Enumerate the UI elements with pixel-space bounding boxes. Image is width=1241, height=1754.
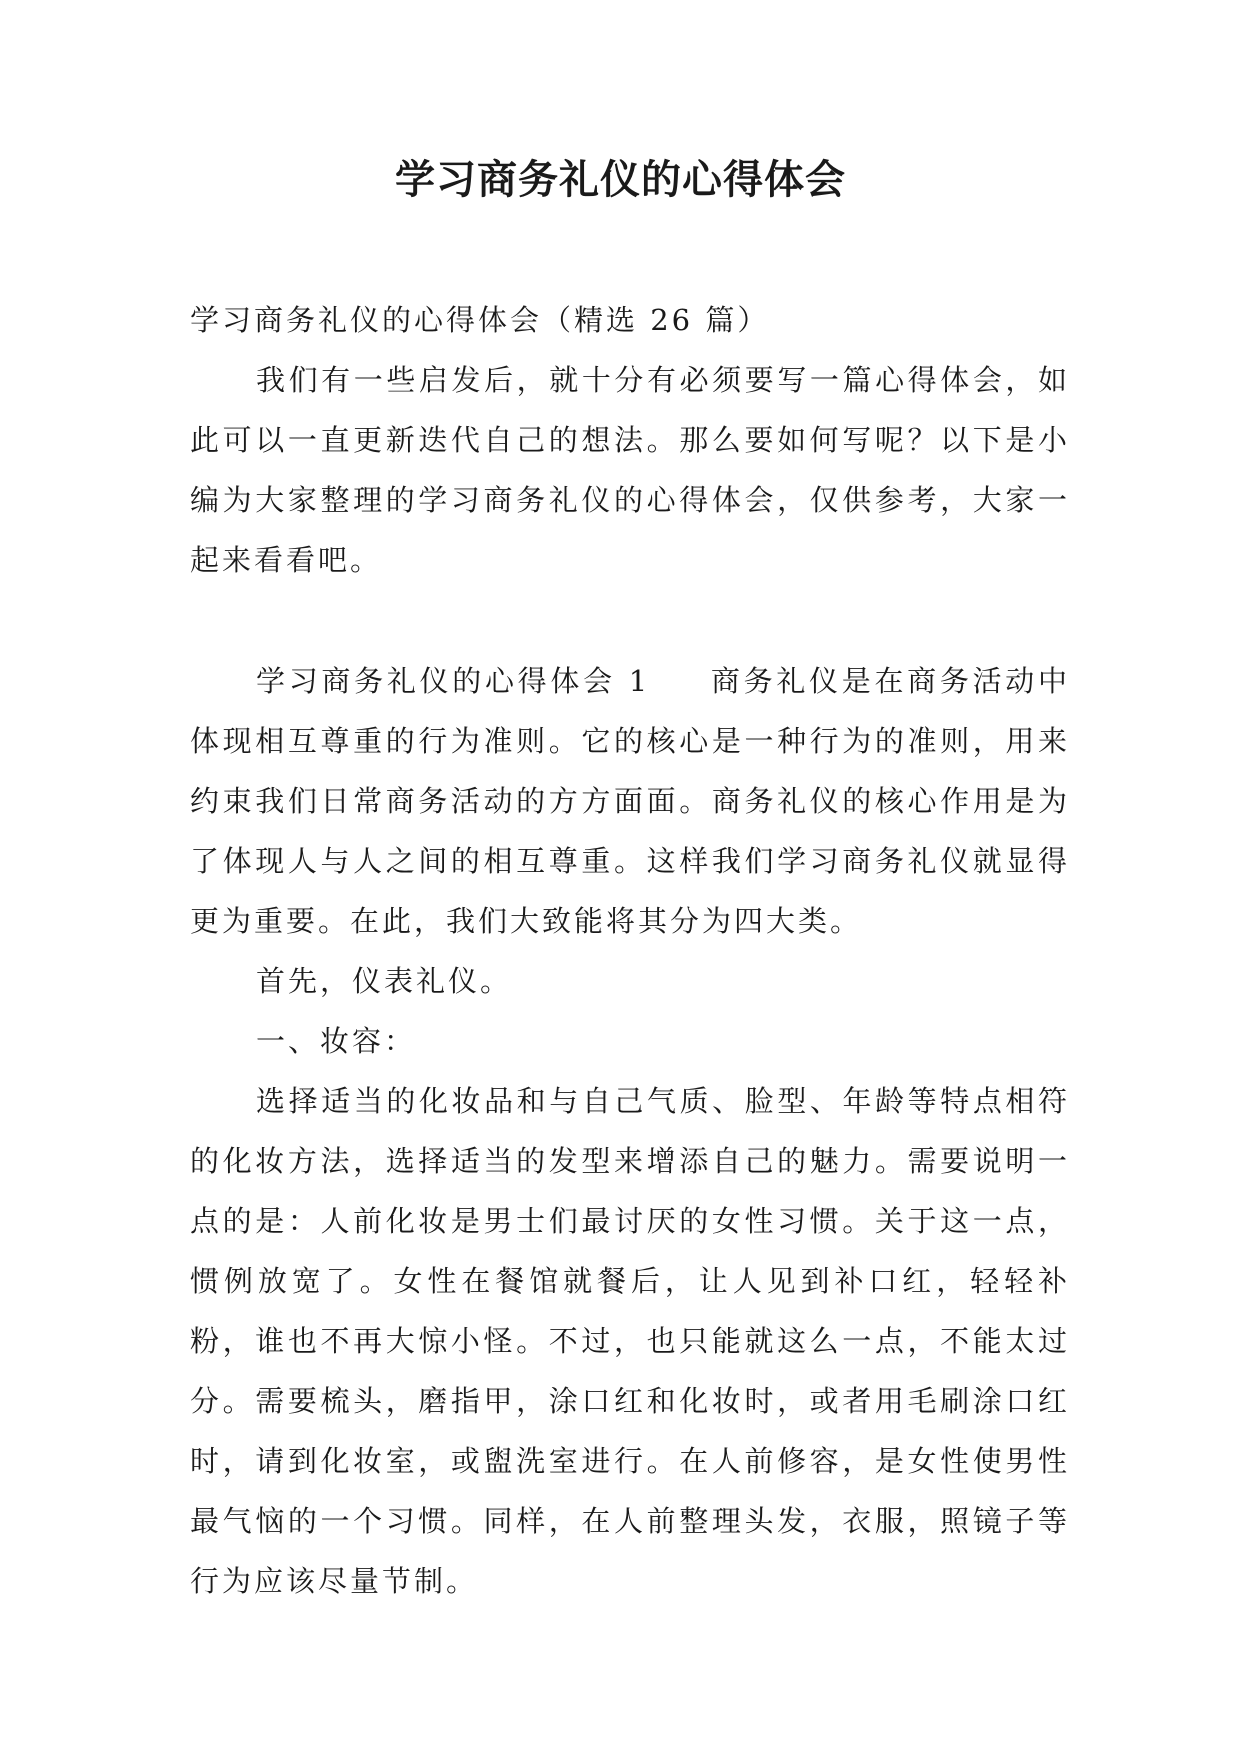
paragraph-spacer <box>190 590 1070 651</box>
point-makeup: 一、妆容： <box>256 1024 417 1058</box>
section1-heading: 学习商务礼仪的心得体会 1 <box>256 664 651 698</box>
section1-text: 商务礼仪是在商务活动中体现相互尊重的行为准则。它的核心是一种行为的准则，用来约束我们日常商务活动的方方面面。商务礼仪的核心作用是为了体现人与人之间的相互尊重。这样我们学习商务礼仪就显得更为重要。在此，我们大致能将其分为四大类。 <box>190 664 1070 938</box>
document-title: 学习商务礼仪的心得体会 <box>395 156 846 203</box>
makeup-paragraph: 选择适当的化妆品和与自己气质、脸型、年龄等特点相符的化妆方法，选择适当的发型来增添自己的魅力。需要说明一点的是：人前化妆是男士们最讨厌的女性习惯。关于这一点，惯例放宽了。女性在餐馆就餐后，让人见到补口红，轻轻补粉，谁也不再大惊小怪。不过，也只能就这么一点，不能太过分。需要梳头，磨指甲，涂口红和化妆时，或者用毛刷涂口红时，请到化妆室，或盥洗室进行。在人前修容，是女性使男性最气恼的一个习惯。同样，在人前整理头发，衣服，照镜子等行为应该尽量节制。 <box>190 1084 1070 1598</box>
section1-paragraph <box>190 651 1070 951</box>
document-body <box>190 290 1070 1611</box>
point-first: 首先，仪表礼仪。 <box>256 964 513 998</box>
intro-paragraph: 我们有一些启发后，就十分有必须要写一篇心得体会，如此可以一直更新迭代自己的想法。那么要如何写呢？以下是小编为大家整理的学习商务礼仪的心得体会，仅供参考，大家一起来看看吧。 <box>190 363 1070 577</box>
document-subtitle: 学习商务礼仪的心得体会（精选 26 篇） <box>190 303 770 337</box>
